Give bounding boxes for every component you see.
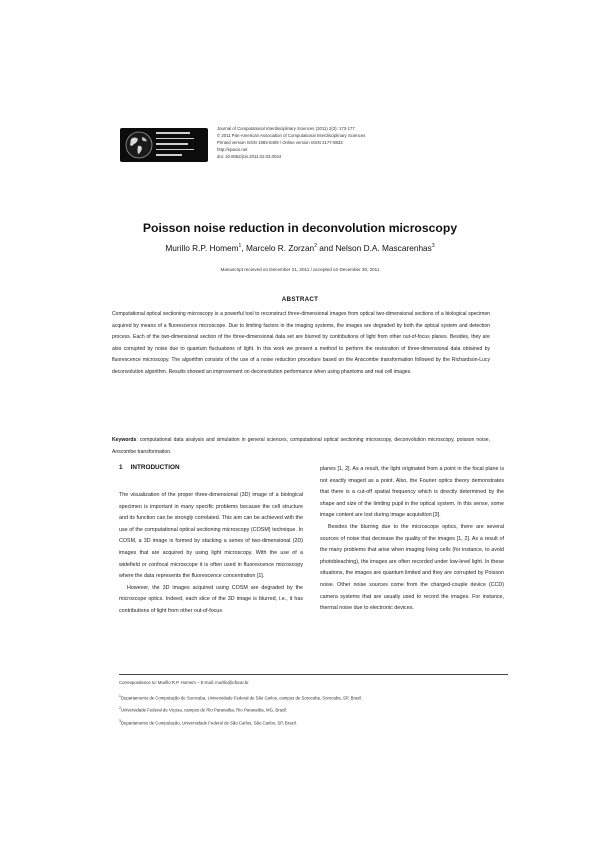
globe-icon xyxy=(123,130,155,160)
section-number: 1 xyxy=(119,464,123,471)
author-list xyxy=(0,243,600,253)
body-paragraph: However, the 3D images acquired using COSM are degraded by the microscope optics. Indeed, each slice of the 3D image is blurred, i.e., it has contributions of light from other out-of-focus xyxy=(119,584,303,614)
author-affiliation-mark: 3 xyxy=(431,243,435,250)
affiliation-mark: 1 xyxy=(119,693,121,698)
affiliation-text: Departamento de Computação de Sorocaba, Universidade Federal de São Carlos, campus de Sorocaba, Sorocaba, SP, Brazil. xyxy=(120,694,363,700)
abstract-text: Computational optical sectioning microscopy is a powerful tool to reconstruct three-dimensional images from optical two-dimensional sections of a biological specimen acquired by means of a fluorescence microscope. Due to limiting factors in the imaging systems, the images are degraded by both the optical system and detection process. Each of the two-dimensional section of the three-dimensional data set are blurred by contributions of light from other out-of-focus planes. Besides, they are also corrupted by noise due to quantum fluctuations of light. In this work we present a method to perform the restoration of three-dimensional data obtained by fluorescence microscopy. The algorithm consists of the use of a noise reduction procedure based on the Anscombe transformation followed by the Richardson-Lucy deconvolution algorithm. Results showed an improvement on deconvolution performance when using phantoms and real cell images. xyxy=(112,311,490,375)
keywords-text: : computational data analysis and simulation in general sciences, computational optical sectioning microscopy, deconvolution microscopy, poisson noise, Anscombe transformation. xyxy=(112,437,490,455)
journal-info xyxy=(217,125,365,160)
received-dates: Manuscript received on December 21, 2011 / accepted on December 30, 2011 xyxy=(220,267,380,272)
author-affiliation-mark: 1 xyxy=(238,243,242,250)
correspondence-note: Correspondence to: Murillo R.P. Homem – E-mail: murillo@ufscar.br xyxy=(119,680,249,685)
footnotes xyxy=(119,677,363,727)
body-paragraph: The visualization of the proper three-dimensional (3D) image of a biological specimen is important in many specific problems because the cell structure and its function can be strongly correlated. This aim can be achieved with the use of the computational optical sectioning microscopy (COSM) technique. In COSM, a 3D image is formed by stacking a series of two-dimensional (2D) images that are acquired by using light microscopy. With the use of a widefield or confocal microscope it is often used in fluorescence microscopy where the data represents the fluorescence concentration [1]. xyxy=(119,492,303,580)
section-heading xyxy=(119,464,188,471)
author-name: Nelson D.A. Mascarenhas xyxy=(335,243,432,253)
body-paragraph: Besides the blurring due to the microscope optics, there are several sources of noise that decrease the quality of the images [1, 2]. As a result of the many problems that arise when imaging living cells (for instance, to avoid photobleaching), the images are often recorded under low-level light. In these situations, the images are quantum limited and they are corrupted by Poisson noise. Other noise sources come from the charged-couple device (CCD) camera systems that are usually used to record the images. For instance, thermal noise due to electronic devices. xyxy=(320,523,504,612)
abstract-heading: ABSTRACT xyxy=(281,296,319,303)
author-name: Marcelo R. Zorzan xyxy=(245,243,315,253)
keywords-label: Keywords xyxy=(112,437,137,443)
journal-copyright: © 2011 Pan-American Association of Computational Interdisciplinary Sciences xyxy=(217,133,366,138)
journal-citation: Journal of Computational Interdisciplinary Sciences (2011) 2(3): 173-177 xyxy=(217,126,355,131)
journal-url[interactable]: http://epacis.net xyxy=(217,147,248,152)
body-column-right xyxy=(320,464,504,615)
affiliation-mark: 3 xyxy=(119,718,121,723)
journal-logo xyxy=(120,128,208,162)
affiliation-text: Departamento de Computação, Universidade Federal de São Carlos, São Carlos, SP, Brazil. xyxy=(120,719,297,725)
affiliation-text: Universidade Federal de Viçosa, campus de Rio Paranaíba, Rio Paranaíba, MG, Brazil. xyxy=(120,707,288,713)
author-name: Murillo R.P. Homem xyxy=(165,243,239,253)
author-separator: , xyxy=(241,243,246,253)
body-column-left xyxy=(119,490,303,618)
affiliation-note xyxy=(119,702,363,715)
affiliation-note xyxy=(119,715,363,728)
body-paragraph: planes [1, 2]. As a result, the light originated from a point in the focal plane is not exactly imaged as a point. Also, the Fourier optics theory demonstrates that there is a cut-off spatial frequency which is directly determined by the shape and size of the limiting pupil in the optical system. In this sense, some image content are lost during image acquisition [3]. xyxy=(320,466,504,519)
author-separator: and xyxy=(316,243,336,253)
journal-doi[interactable]: doi: 10.6062/jcis.2011.02.03.0044 xyxy=(217,154,282,159)
logo-text-lines xyxy=(156,132,194,160)
section-title: INTRODUCTION xyxy=(130,464,180,471)
keywords xyxy=(112,435,490,458)
author-affiliation-mark: 2 xyxy=(314,243,317,250)
footnote-divider xyxy=(119,674,508,675)
paper-title: Poisson noise reduction in deconvolution microscopy xyxy=(142,221,458,235)
journal-issn: Printed version ISSN 1983-8409 / Online version ISSN 2177-8833 xyxy=(217,140,343,145)
affiliation-mark: 2 xyxy=(119,706,121,710)
affiliation-note xyxy=(119,690,363,703)
